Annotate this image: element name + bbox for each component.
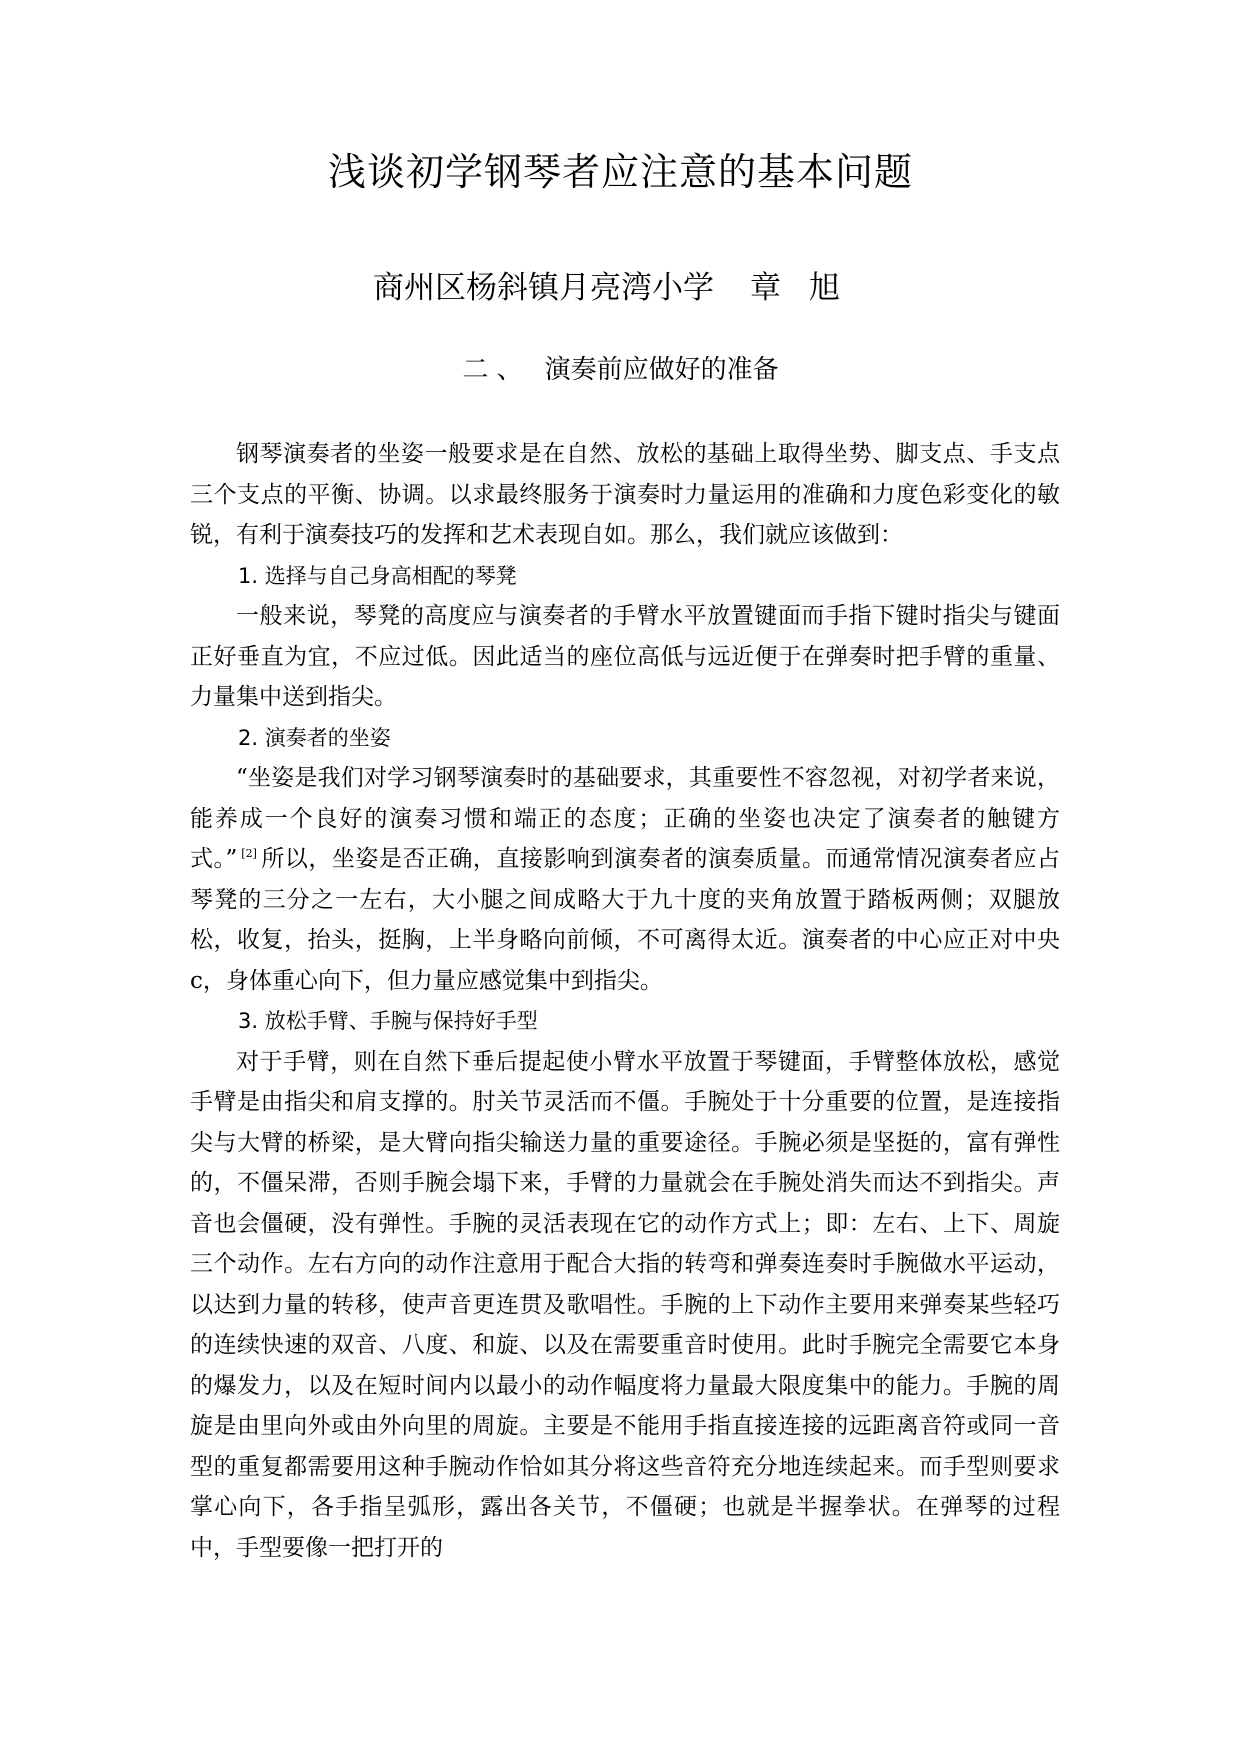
document-title: 浅谈初学钢琴者应注意的基本问题 [327,150,913,194]
citation-ref: [2] [241,847,257,860]
author-name: 章旭 [750,270,868,306]
subheading-hand: 3. 放松手臂、手腕与保持好手型 [238,1009,538,1033]
school-name: 商州区杨斜镇月亮湾小学 [373,270,714,306]
section-title: 演奏前应做好的准备 [544,355,779,385]
paragraph-posture [190,758,1060,1001]
subheading-seat: 1. 选择与自己身高相配的琴凳 [238,563,517,588]
byline [0,266,1241,310]
intro-paragraph: 钢琴演奏者的坐姿一般要求是在自然、放松的基础上取得坐势、脚支点、手支点三个支点的平衡、协调。以求最终服务于演奏时力量运用的准确和力度色彩变化的敏锐，有利于演奏技巧的发挥和艺术表现自如。那么，我们就应该做到： [190,441,1060,548]
posture-text: 所以，坐姿是否正确，直接影响到演奏者的演奏质量。而通常情况演奏者应占琴凳的三分之一左右，大小腿之间成略大于九十度的夹角放置于踏板两侧；双腿放松，收复，抬头，挺胸，上半身略向前倾，不可离得太近。演奏者的中心应正对中央 c，身体重心向下，但力量应感觉集中到指尖。 [190,846,1061,994]
paragraph-seat: 一般来说，琴凳的高度应与演奏者的手臂水平放置键面而手指下键时指尖与键面正好垂直为宜，不应过低。因此适当的座位高低与远近便于在弹奏时把手臂的重量、力量集中送到指尖。 [190,603,1060,710]
posture-quote: “坐姿是我们对学习钢琴演奏时的基础要求，其重要性不容忽视，对初学者来说，能养成一个良好的演奏习惯和端正的态度；正确的坐姿也决定了演奏者的触键方式。” [190,765,1060,872]
paragraph-hand: 对于手臂，则在自然下垂后提起使小臂水平放置于琴键面，手臂整体放松，感觉手臂是由指尖和肩支撑的。肘关节灵活而不僵。手腕处于十分重要的位置，是连接指尖与大臂的桥梁，是大臂向指尖输送力量的重要途径。手腕必须是坚挺的，富有弹性的，不僵呆滞，否则手腕会塌下来，手臂的力量就会在手腕处消失而达不到指尖。声音也会僵硬，没有弹性。手腕的灵活表现在它的动作方式上；即：左右、上下、周旋三个动作。左右方向的动作注意用于配合大指的转弯和弹奏连奏时手腕做水平运动，以达到力量的转移，使声音更连贯及歌唱性。手腕的上下动作主要用来弹奏某些轻巧的连续快速的双音、八度、和旋、以及在需要重音时使用。此时手腕完全需要它本身的爆发力，以及在短时间内以最小的动作幅度将力量最大限度集中的能力。手腕的周旋是由里向外或由外向里的周旋。主要是不能用手指直接连接的远距离音符或同一音型的重复都需要用这种手腕动作恰如其分将这些音符充分地连续起来。而手型则要求掌心向下，各手指呈弧形，露出各关节，不僵硬；也就是半握拳状。在弹琴的过程中，手型要像一把打开的 [190,1048,1060,1561]
section-number: 二 、 [462,355,523,385]
document-body [190,434,1060,1568]
subheading-posture: 2. 演奏者的坐姿 [238,725,391,750]
section-heading [0,350,1241,390]
